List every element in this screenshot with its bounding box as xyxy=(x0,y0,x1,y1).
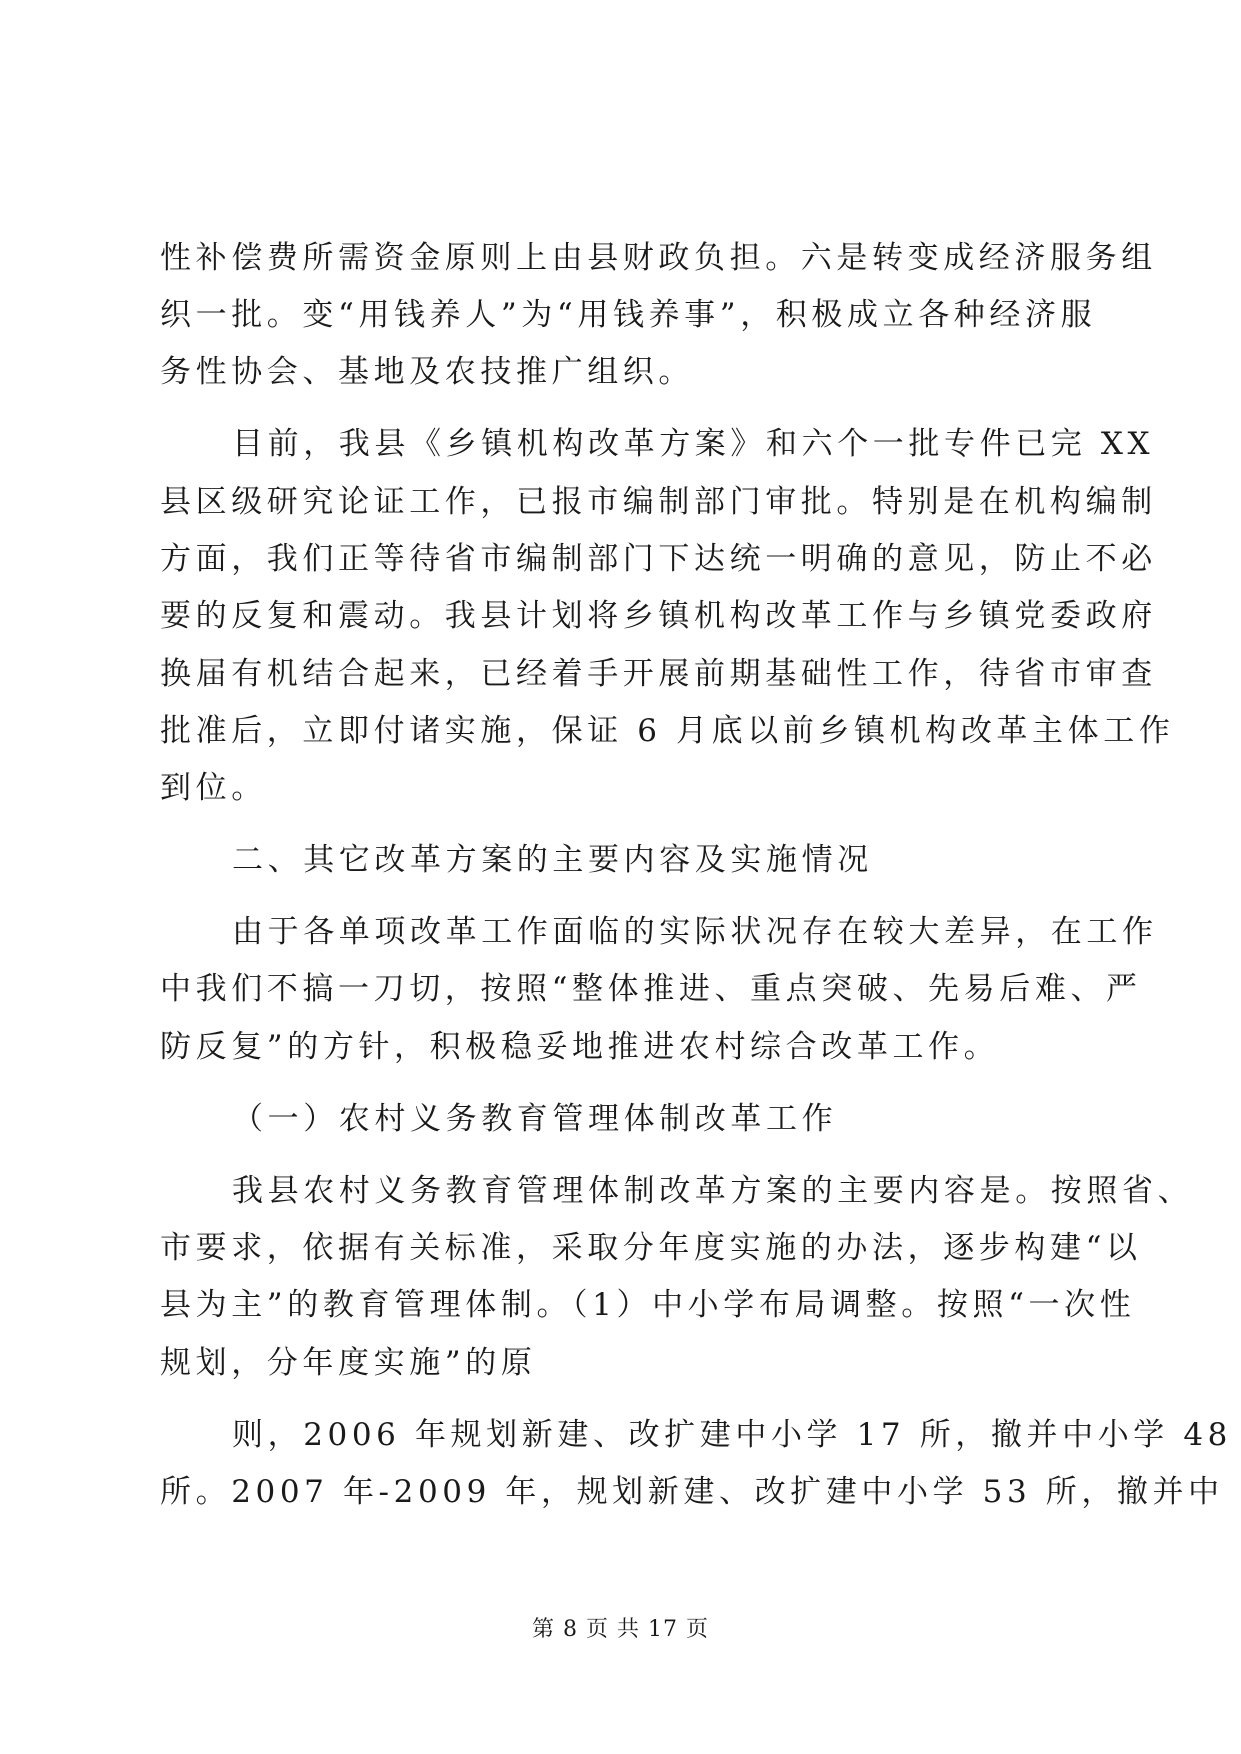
body-text-line: 防反复”的方针，积极稳妥地推进农村综合改革工作。 xyxy=(160,1029,1000,1065)
body-text-line: 县区级研究论证工作，已报市编制部门审批。特别是在机构编制 xyxy=(160,484,1157,520)
body-text-line: 织一批。变“用钱养人”为“用钱养事”，积极成立各种经济服 xyxy=(160,297,1097,333)
page-number-footer: 第 8 页 共 17 页 xyxy=(532,1617,709,1642)
body-text-line: 要的反复和震动。我县计划将乡镇机构改革工作与乡镇党委政府 xyxy=(160,598,1157,634)
body-text-line: 方面，我们正等待省市编制部门下达统一明确的意见，防止不必 xyxy=(160,541,1157,577)
body-text-line: 批准后，立即付诸实施，保证 6 月底以前乡镇机构改革主体工作 xyxy=(160,713,1175,749)
subsection-heading: （一）农村义务教育管理体制改革工作 xyxy=(232,1101,838,1137)
body-text-line: 换届有机结合起来，已经着手开展前期基础性工作，待省市审查 xyxy=(160,656,1157,692)
section-heading: 二、其它改革方案的主要内容及实施情况 xyxy=(232,842,873,878)
body-text-line: 我县农村义务教育管理体制改革方案的主要内容是。按照省、 xyxy=(232,1173,1194,1209)
body-text-line: 到位。 xyxy=(160,770,267,806)
body-text-line: 县为主”的教育管理体制。（1）中小学布局调整。按照“一次性 xyxy=(160,1287,1136,1323)
body-text-line: 由于各单项改革工作面临的实际状况存在较大差异，在工作 xyxy=(232,914,1158,950)
body-text-line: 务性协会、基地及农技推广组织。 xyxy=(160,354,694,390)
body-text-line: 市要求，依据有关标准，采取分年度实施的办法，逐步构建“以 xyxy=(160,1230,1142,1266)
body-text-line: 则，2006 年规划新建、改扩建中小学 17 所，撤并中小学 48 xyxy=(232,1417,1232,1453)
body-text-line: 性补偿费所需资金原则上由县财政负担。六是转变成经济服务组 xyxy=(160,240,1157,276)
body-text-line: 规划，分年度实施”的原 xyxy=(160,1345,537,1381)
body-text-line: 所。2007 年-2009 年，规划新建、改扩建中小学 53 所，撤并中 xyxy=(160,1474,1224,1510)
body-text-line: 中我们不搞一刀切，按照“整体推进、重点突破、先易后难、严 xyxy=(160,971,1142,1007)
body-text-line: 目前，我县《乡镇机构改革方案》和六个一批专件已完 XX xyxy=(232,426,1155,462)
